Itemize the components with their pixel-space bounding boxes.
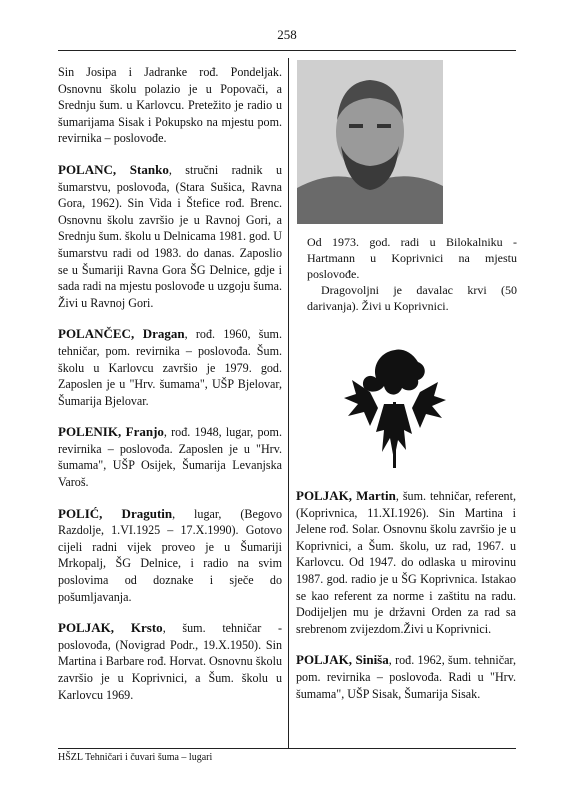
entry-text: , stručni radnik u šumarstvu, poslovođa, (Stara Sušica, Ravna Gora, 1962). Sin Vida i Štefice rođ. Brenc. Osnovnu školu završio je u Ravnoj Gori, a Srednju šum. školu u Delnicama 1981. god. U šumarstvu radi od 1983. do danas. Zaposlio se u Šumariji Ravna Gora ŠG Delnice, gdje i sada radi na mjestu poslovođe u uzgoju šuma. Živi u Ravnoj Gori. (58, 162, 282, 310)
entry-name: POLJAK, Krsto (58, 620, 163, 636)
page-footer: HŠZL Tehničari i čuvari šuma – lugari (58, 752, 213, 763)
entry-polic (58, 506, 282, 606)
portrait-photo (297, 60, 443, 224)
entry-name: POLANČEC, Dragan (58, 326, 185, 342)
chestnut-flower-illustration (340, 342, 450, 472)
page-number: 258 (277, 27, 297, 42)
left-column (58, 64, 282, 718)
entry-polancec (58, 326, 282, 409)
caption-line-1: Od 1973. god. radi u Bilokalniku - Hartmann u Koprivnici na mjestu poslovođe. (307, 235, 517, 281)
entry-text: , lugar, (Begovo Razdolje, 1.VI.1925 – 17.X.1990). Gotovo cijeli radni vijek proveo je u Šumariji Mrkopalj, ŠG Delnice, i radio na svim poslovima od doznake i sječe do pošumljavanja. (58, 506, 283, 604)
entry-text: , šum. tehničar - poslovođa, (Novigrad Podr., 19.X.1950). Sin Martina i Barbare rođ. Horvat. Osnovnu školu završio je u Koprivnici, a Šum. školu u Karlovcu 1969. (58, 621, 282, 702)
entry-text: , rođ. 1948, lugar, pom. revirnika – poslovođa. Zaposlen je u "Hrv. šumama", UŠP Osijek, Šumarija Levanjska Varoš. (58, 425, 282, 490)
entry-name: POLANC, Stanko (58, 161, 169, 177)
entry-polenik (58, 424, 282, 490)
entry-polanc (58, 162, 282, 311)
entry-text: , šum. tehničar, referent, (Koprivnica, 11.XI.1926). Sin Martina i Jelene rođ. Solar. Osnovnu školu završio je u Koprivnici, a Šum. školu, uz rad, 1967. u Karlovcu. Od 1947. do odlaska u mirovinu 1987. god. radio je u ŠG Koprivnica. Istakao se kao referent za norme i zaštitu na radu. Dodijeljen mu je državni Orden za rad sa srebrenom zvijezdom.Živi u Koprivnici. (296, 489, 516, 636)
entry-name: POLJAK, Siniša (296, 652, 389, 668)
continuation-text: Sin Josipa i Jadranke rođ. Pondeljak. Osnovnu školu polazio je u Popovači, a Srednju šum. u Karlovcu. Pretežito je radio u šumarijama Sisak i Pokupsko na mjestu pom. revirnika – poslovođe. (58, 65, 282, 146)
entry-text: , rođ. 1960, šum. tehničar, pom. revirnika – poslovođa. Šum. školu u Karlovcu završio je 1979. god. Zaposlen je u "Hrv. šumama", UŠP Bjelovar, Šumarija Bjelovar. (58, 327, 282, 408)
entry-name: POLENIK, Franjo (58, 424, 164, 440)
entry-poljak-sinisa (296, 652, 516, 702)
right-column (296, 488, 516, 717)
header-rule (58, 50, 516, 51)
column-divider (288, 58, 289, 748)
entry-poljak-krsto (58, 620, 282, 703)
entry-name: POLIĆ, Dragutin (58, 505, 173, 521)
entry-name: POLJAK, Martin (296, 488, 396, 503)
footer-rule (58, 748, 516, 749)
photo-caption (307, 234, 517, 314)
entry-text: , rođ. 1962, šum. tehničar, pom. revirnika – poslovođa. Radi u "Hrv. šumama", UŠP Sisak, Šumarija Sisak. (296, 653, 517, 701)
caption-line-2: Dragovoljni je davalac krvi (50 darivanja). Živi u Koprivnici. (307, 283, 517, 313)
entry-poljak-martin (296, 488, 516, 637)
